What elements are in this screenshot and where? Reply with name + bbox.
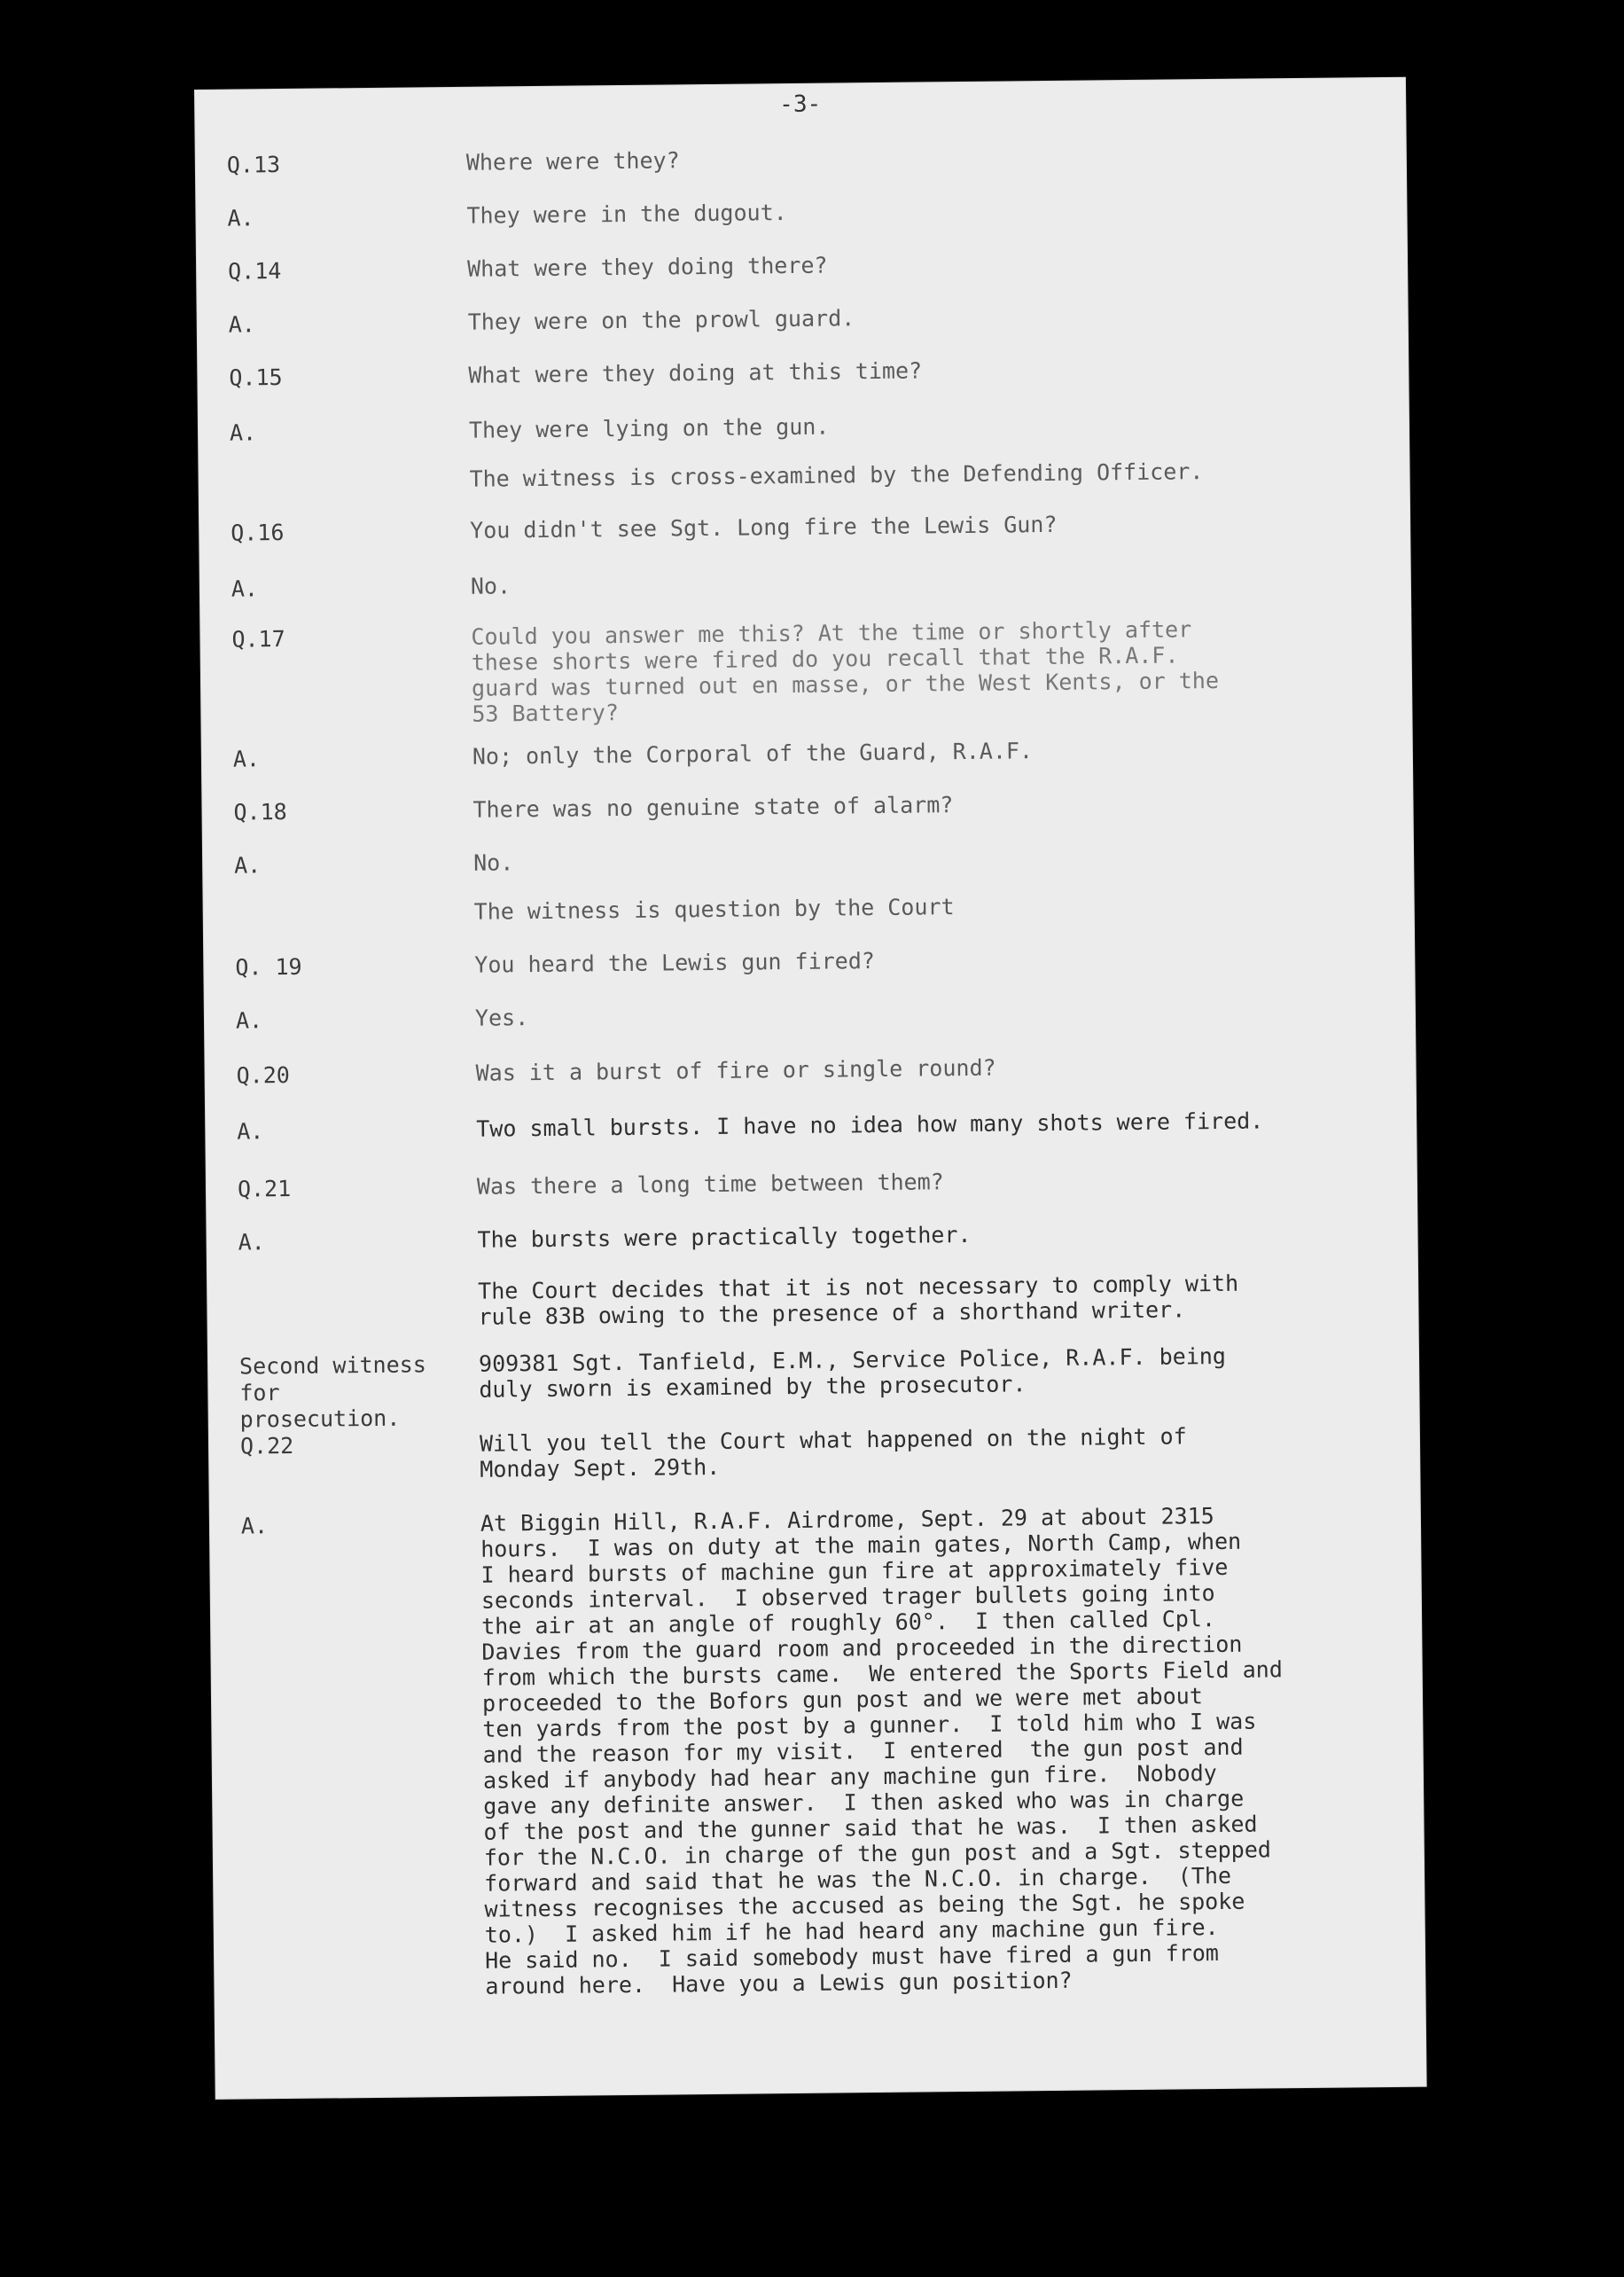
entry-label: A.: [229, 419, 257, 446]
entry-text: rule 83B owing to the presence of a shorthand writer.: [478, 1296, 1186, 1330]
entry-label: A.: [240, 1513, 269, 1539]
entry-label: A.: [227, 205, 254, 231]
entry-text: I heard bursts of machine gun fire at approximately five: [480, 1553, 1229, 1588]
entry-text: What were they doing there?: [466, 252, 828, 282]
entry-label: Q.22: [239, 1432, 294, 1459]
entry-text: 909381 Sgt. Tanfield, E.M., Service Police, R.A.F. being: [478, 1342, 1227, 1377]
entry-text: The bursts were practically together.: [477, 1221, 972, 1253]
entry-label: A.: [232, 746, 261, 772]
entry-text: Could you answer me this? At the time or shortly after: [471, 616, 1192, 650]
entry-text: There was no genuine state of alarm?: [472, 792, 954, 823]
entry-text: asked if anybody had hear any machine gun fire. Nobody: [482, 1760, 1217, 1794]
entry-label: A.: [230, 575, 259, 602]
entry-text: They were in the dugout.: [466, 200, 787, 229]
entry-text: No.: [472, 849, 514, 876]
entry-label: Q.15: [229, 364, 283, 391]
entry-text: these shorts were fired do you recall that the R.A.F.: [471, 642, 1179, 676]
entry-label: Q.13: [226, 151, 281, 178]
entry-text: the air at an angle of roughly 60°. I then called Cpl.: [481, 1606, 1216, 1639]
entry-text: Monday Sept. 29th.: [480, 1453, 721, 1483]
entry-label: Q.17: [231, 625, 285, 653]
entry-text: and the reason for my visit. I entered the gun post and: [482, 1733, 1244, 1768]
entry-label: Q.14: [227, 257, 282, 285]
entry-text: around here. Have you a Lewis gun position?: [485, 1967, 1073, 1999]
entry-text: of the post and the gunner said that he was. I then asked: [483, 1811, 1258, 1845]
page-number: -3-: [779, 90, 822, 119]
entry-text: seconds interval. I observed trager bullets going into: [480, 1580, 1215, 1614]
document-page: [195, 78, 1426, 2099]
entry-text: from which the bursts came. We entered the Sports Field and: [481, 1656, 1283, 1691]
entry-text: proceeded to the Bofors gun post and we were met about: [481, 1683, 1203, 1717]
entry-label: Q.16: [230, 519, 285, 546]
entry-label: A.: [228, 311, 256, 338]
entry-label: A.: [238, 1229, 265, 1256]
entry-text: forward and said that he was the N.C.O. in charge. (The: [484, 1862, 1232, 1897]
entry-text: Was there a long time between them?: [476, 1169, 944, 1200]
entry-text: They were on the prowl guard.: [467, 305, 855, 335]
entry-text: Two small bursts. I have no idea how many shots were fired.: [476, 1107, 1264, 1142]
entry-text: You heard the Lewis gun fired?: [474, 948, 876, 978]
entry-text: The Court decides that it is not necessary to comply with: [478, 1270, 1239, 1304]
entry-text: He said no. I said somebody must have fired a gun from: [484, 1940, 1220, 1974]
entry-text: You didn't see Sgt. Long fire the Lewis Gun?: [470, 511, 1058, 544]
entry-text: hours. I was on duty at the main gates, North Camp, when: [480, 1528, 1242, 1562]
entry-text: gave any definite answer. I then asked who was in charge: [483, 1785, 1245, 1819]
entry-text: They were lying on the gun.: [468, 413, 830, 443]
entry-text: witness recognises the accused as being the Sgt. he spoke: [484, 1888, 1245, 1922]
entry-text: Yes.: [474, 1005, 529, 1031]
entry-text: to.) I asked him if he had heard any machine gun fire.: [484, 1914, 1219, 1948]
entry-text: Will you tell the Court what happened on the night of: [479, 1423, 1187, 1457]
entry-label: Q. 19: [235, 953, 302, 981]
entry-text: At Biggin Hill, R.A.F. Airdrome, Sept. 29 at about 2315: [480, 1503, 1214, 1537]
entry-text: Davies from the guard room and proceeded in the direction: [481, 1631, 1243, 1665]
entry-text: duly sworn is examined by the prosecutor.: [479, 1371, 1027, 1403]
entry-text: The witness is question by the Court: [473, 894, 955, 925]
entry-text: Where were they?: [465, 147, 680, 176]
entry-label: A.: [234, 852, 262, 879]
entry-text: 53 Battery?: [472, 700, 620, 727]
entry-label: A.: [235, 1007, 263, 1034]
entry-label: Q.21: [237, 1175, 292, 1202]
entry-text: The witness is cross-examined by the Defending Officer.: [469, 458, 1204, 492]
entry-label: Q.18: [233, 798, 287, 826]
entry-text: for the N.C.O. in charge of the gun post and a Sgt. stepped: [483, 1836, 1272, 1871]
entry-label: A.: [237, 1118, 264, 1145]
entry-text: No.: [470, 573, 511, 599]
entry-text: Was it a burst of fire or single round?: [475, 1054, 996, 1086]
entry-text: What were they doing at this time?: [468, 357, 923, 388]
entry-label: Second witness for prosecution.: [238, 1351, 426, 1433]
entry-text: No; only the Corporal of the Guard, R.A.F.: [472, 738, 1034, 770]
entry-text: guard was turned out en masse, or the West Kents, or the: [471, 667, 1220, 701]
entry-text: ten yards from the post by a gunner. I told him who I was: [482, 1708, 1257, 1742]
entry-label: Q.20: [236, 1061, 291, 1089]
